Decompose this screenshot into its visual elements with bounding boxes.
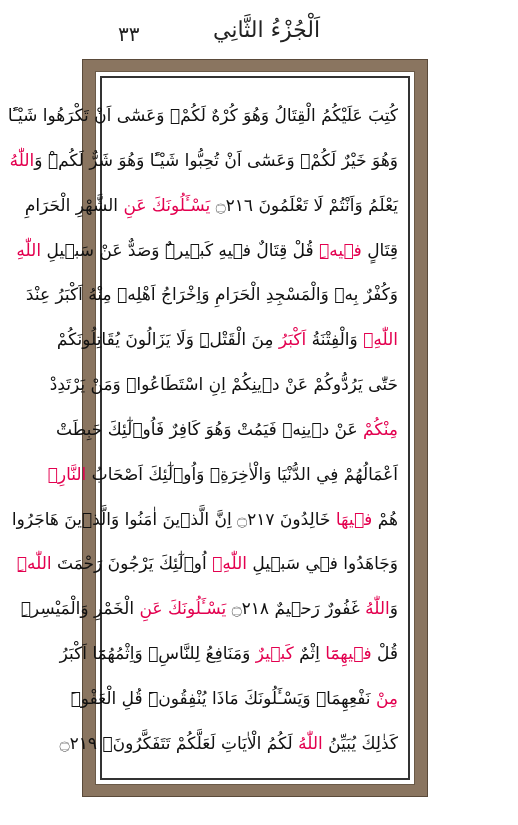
text-segment: كَذٰلِكَ يُبَيِّنُ	[322, 733, 398, 754]
highlighted-word: ف۪يهِمَٓا	[325, 644, 372, 665]
quran-text-block	[7, 96, 398, 764]
text-segment: اِثْمٌ	[293, 644, 326, 665]
text-segment: نَفْعِهِمَاۜ وَيَسْـَٔلُونَكَ مَاذَا يُنْفِقُونَۜ قُلِ الْعَفْوَۜ	[70, 688, 376, 709]
text-segment: هُمْ	[372, 509, 398, 530]
text-segment: قِتَالٍ	[361, 240, 398, 261]
text-panel	[7, 76, 410, 780]
text-segment: حَتّٰى يَرُدُّوكُمْ عَنْ د۪ينِكُمْ اِنِ اسْتَطَاعُواۜ وَمَنْ يَرْتَدِدْ	[49, 375, 398, 396]
text-segment: وَمَنَافِعُ لِلنَّاسِۘ وَاِثْمُهُمَٓا اَكْبَرُ	[59, 644, 256, 665]
text-line	[16, 231, 398, 271]
text-segment: كُتِبَ عَلَيْكُمُ الْقِتَالُ وَهُوَ كُرْهٌ لَكُمْۚ وَعَسٰٓى اَنْ تَكْرَهُوا شَيْـًٔا	[7, 106, 398, 126]
text-segment: قُلْ قِتَالٌ ف۪يهِ كَب۪يرٌۜ وَصَدٌّ عَنْ سَب۪يلِ	[41, 240, 320, 261]
ornamental-frame	[7, 59, 428, 797]
highlighted-word: اللّٰهِ	[16, 240, 42, 261]
highlighted-word: ف۪يهَا	[335, 509, 373, 530]
highlighted-word: اللّٰهِۜ	[16, 554, 52, 575]
text-segment: مِنَ الْقَتْلِۜ وَلَا يَزَالُونَ يُقَاتِلُونَكُمْ	[56, 330, 279, 351]
highlighted-word: اللّٰهُ	[365, 599, 390, 620]
text-line	[59, 724, 398, 764]
text-segment: الشَّهْرِ الْحَرَامِ	[24, 195, 124, 216]
highlighted-word: اللّٰهُ	[298, 733, 323, 754]
highlighted-word: اَكْبَرُ	[278, 330, 307, 351]
text-segment: وَ	[389, 599, 398, 620]
text-segment: وَالْفِتْنَةُ	[306, 330, 364, 351]
highlighted-word: مِنْ	[375, 688, 398, 709]
highlighted-word: مِنْكُمْ	[363, 419, 398, 440]
text-segment: وَجَاهَدُوا ف۪ي سَب۪يلِ	[246, 554, 398, 575]
text-segment: الْخَمْرِ وَالْمَيْسِرِۜ	[20, 599, 140, 620]
juz-title: اَلْجُزْءُ الثَّانِي	[213, 18, 321, 43]
highlighted-word: ف۪يهِۜ	[319, 240, 362, 261]
text-segment: وَكُفْرٌ بِه۪ وَالْمَسْجِدِ الْحَرَامِ وَاِخْرَاجُ اَهْلِه۪ مِنْهُ اَكْبَرُ عِنْدَ	[25, 285, 398, 306]
text-segment: يَعْلَمُ وَاَنْتُمْ لَا تَعْلَمُونَ ۝٢١٦	[210, 195, 398, 216]
highlighted-word: يَسْـَٔلُونَكَ عَنِ	[139, 599, 227, 620]
text-segment: وَهُوَ خَيْرٌ لَكُمْۚ وَعَسٰٓى اَنْ تُحِبُّوا شَيْـًٔا وَهُوَ شَرٌّ لَكُمْۜ وَ	[34, 150, 398, 171]
page-number: ٣٣	[118, 22, 140, 46]
text-segment: اَعْمَالُهُمْ فِي الدُّنْيَا وَالْاٰخِرَةِۚ وَاُو۬لٰٓئِكَ اَصْحَابُ	[86, 464, 398, 485]
text-segment: غَفُورٌ رَح۪يمٌ ۝٢١٨	[226, 599, 366, 620]
highlighted-word: اللّٰهِۙ	[212, 554, 247, 575]
text-segment: لَكُمُ الْاٰيَاتِ لَعَلَّكُمْ تَتَفَكَّرُونَۙ ۝٢١٩	[59, 733, 299, 754]
text-line	[59, 634, 398, 674]
page-header	[0, 14, 518, 54]
highlighted-word: اللّٰهِۚ	[363, 330, 398, 351]
text-segment: خَالِدُونَ ۝٢١٧ اِنَّ الَّذ۪ينَ اٰمَنُوا وَالَّذ۪ينَ هَاجَرُوا	[11, 509, 336, 530]
text-line	[25, 275, 398, 315]
highlighted-word: كَب۪يرٌ	[255, 644, 294, 665]
highlighted-word: يَسْـَٔلُونَكَ عَنِ	[123, 195, 211, 216]
frame-margin	[7, 71, 415, 785]
text-line	[16, 544, 398, 584]
text-segment: قُلْ	[371, 644, 398, 665]
text-line	[56, 320, 398, 360]
text-segment: عَنْ د۪ينِه۪ فَيَمُتْ وَهُوَ كَافِرٌ فَاُو۬لٰٓئِكَ حَبِطَتْ	[56, 419, 364, 440]
highlighted-word: اللّٰهُ	[9, 150, 35, 171]
text-line	[47, 455, 398, 495]
text-line	[56, 410, 398, 450]
text-line	[24, 186, 398, 226]
text-line	[11, 500, 398, 540]
text-segment: اُو۬لٰٓئِكَ يَرْجُونَ رَحْمَتَ	[51, 554, 213, 575]
text-line	[20, 589, 398, 629]
text-line	[70, 679, 398, 719]
highlighted-word: النَّارِۚ	[47, 464, 87, 485]
text-line	[49, 365, 398, 405]
text-line	[9, 141, 398, 181]
text-line	[7, 96, 398, 136]
